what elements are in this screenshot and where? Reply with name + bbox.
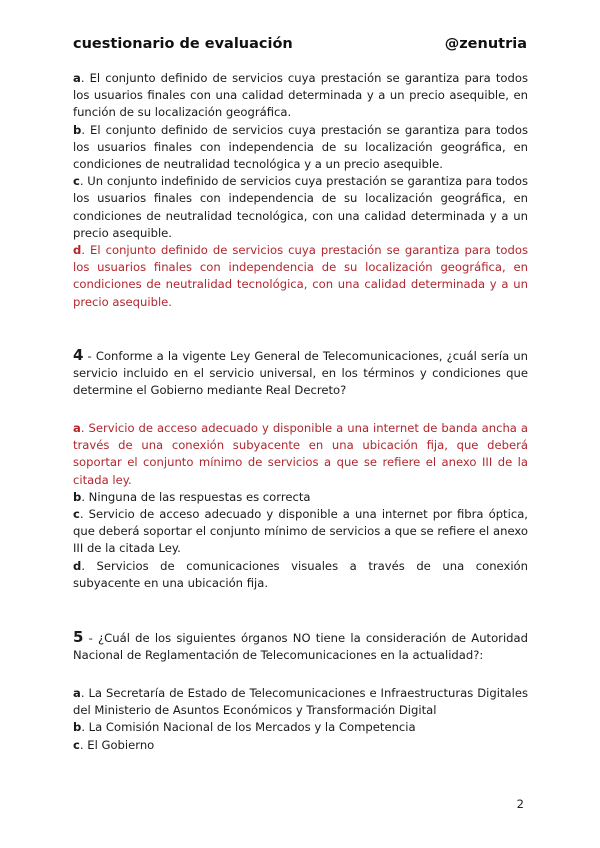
option-text: . El conjunto definido de servicios cuya prestación se garantiza para todos los usuarios finales con independencia de su localización geográfica, en condiciones de neutralidad tecnológica y a un precio asequible.: [73, 122, 528, 172]
option-text: . Servicio de acceso adecuado y disponible a una internet por fibra óptica, que deberá soportar el conjunto mínimo de servicios a que se refiere el anexo III de la citada Ley.: [73, 507, 528, 556]
option-letter: a: [73, 686, 81, 700]
option-b: [73, 489, 528, 506]
option-letter: b: [73, 489, 82, 504]
option-b: [73, 122, 528, 174]
option-letter: a: [73, 421, 81, 435]
question-5-options: [73, 685, 528, 754]
question-5: [73, 629, 528, 664]
question-5-statement: [73, 629, 528, 664]
option-letter: c: [73, 507, 80, 522]
option-c: [73, 737, 528, 754]
author-handle: @zenutria: [444, 36, 527, 52]
option-b: [73, 719, 528, 736]
question-4-statement: [73, 347, 528, 400]
question-text: - ¿Cuál de los siguientes órganos NO tiene la consideración de Autoridad Nacional de Reglamentación de Telecomunicaciones en la actualidad?:: [73, 631, 528, 663]
option-letter: d: [73, 558, 82, 573]
option-letter: d: [73, 243, 82, 258]
option-d: [73, 558, 528, 592]
option-text: . La Secretaría de Estado de Telecomunicaciones e Infraestructuras Digitales del Ministerio de Asuntos Económicos y Transformación Digital: [73, 686, 528, 718]
option-letter: b: [73, 720, 82, 735]
option-text: . Ninguna de las respuestas es correcta: [81, 489, 311, 504]
question-number: 5: [73, 628, 84, 646]
option-a-correct: [73, 420, 528, 489]
option-a: [73, 685, 528, 719]
option-letter: c: [73, 174, 80, 189]
page-header: [73, 36, 527, 52]
question-4-options: [73, 420, 528, 592]
question-text: - Conforme a la vigente Ley General de Telecomunicaciones, ¿cuál sería un servicio incluido en el servicio universal, en los términos y condiciones que determine el Gobierno mediante Real Decreto?: [73, 349, 528, 398]
option-letter: c: [73, 737, 80, 752]
question-3-options: [73, 70, 528, 311]
option-text: . El Gobierno: [79, 737, 155, 752]
option-c: [73, 173, 528, 242]
option-text: . Servicios de comunicaciones visuales a través de una conexión subyacente en una ubicación fija.: [73, 558, 528, 590]
option-text: . El conjunto definido de servicios cuya prestación se garantiza para todos los usuarios finales con independencia de su localización geográfica, en condiciones de neutralidad tecnológica, con una calidad determinada y a un precio asequible.: [73, 243, 528, 309]
option-letter: a: [73, 71, 81, 85]
question-4: [73, 347, 528, 400]
page-number: 2: [516, 797, 524, 811]
document-title: cuestionario de evaluación: [73, 36, 293, 52]
option-c: [73, 506, 528, 558]
option-a: [73, 70, 528, 122]
option-d-correct: [73, 242, 528, 311]
option-letter: b: [73, 122, 82, 137]
option-text: . El conjunto definido de servicios cuya prestación se garantiza para todos los usuarios finales con una calidad determinada y a un precio asequible, en función de su localización geográfica.: [73, 71, 528, 120]
question-number: 4: [73, 346, 84, 364]
option-text: . La Comisión Nacional de los Mercados y la Competencia: [81, 720, 416, 735]
option-text: . Un conjunto indefinido de servicios cuya prestación se garantiza para todos los usuarios finales con independencia de su localización geográfica, en condiciones de neutralidad tecnológica, con una calidad determinada y a un precio asequible.: [73, 174, 528, 240]
option-text: . Servicio de acceso adecuado y disponible a una internet de banda ancha a través de una conexión subyacente en una ubicación fija, que deberá soportar el conjunto mínimo de servicios a que se refiere el anexo III de la citada ley.: [73, 421, 528, 487]
